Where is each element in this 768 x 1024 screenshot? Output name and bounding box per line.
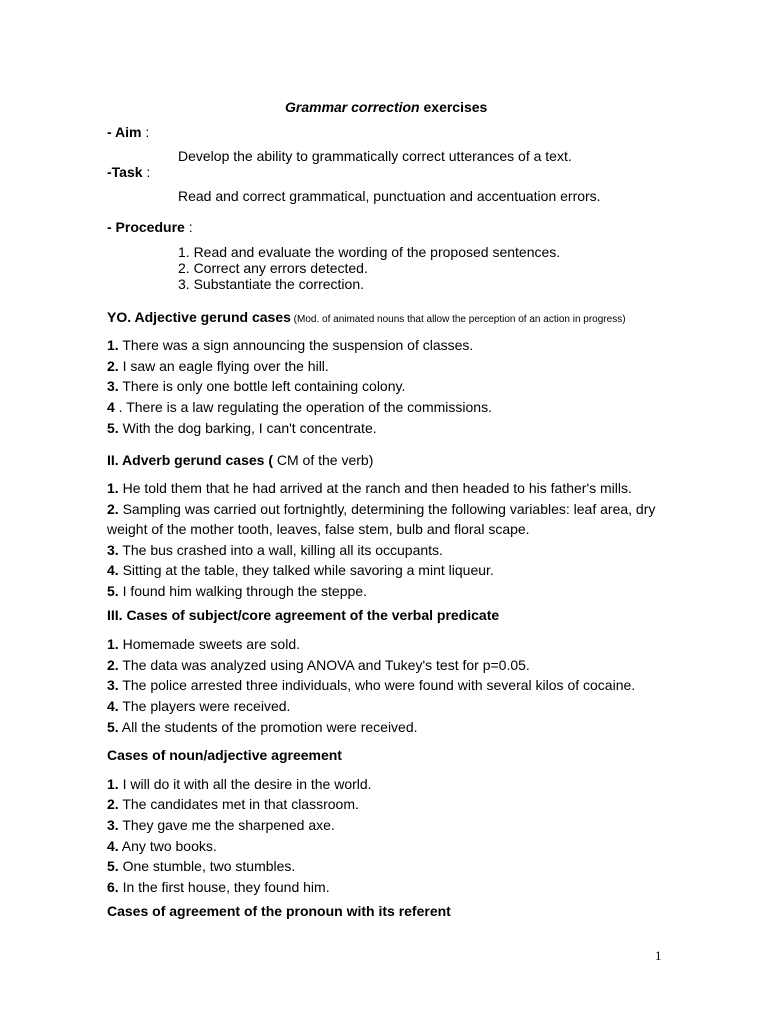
list-item	[107, 719, 418, 736]
item-number: 5.	[107, 719, 119, 735]
section-heading	[107, 309, 626, 328]
item-number: 1.	[107, 776, 119, 792]
item-text: The candidates met in that classroom.	[118, 796, 359, 812]
procedure-step: 3. Substantiate the correction.	[178, 276, 364, 292]
item-text: I saw an eagle flying over the hill.	[118, 358, 329, 374]
list-item	[107, 420, 377, 437]
section1-heading-text: YO. Adjective gerund cases	[107, 309, 291, 325]
section-heading: Cases of noun/adjective agreement	[107, 747, 342, 763]
item-text: All the students of the promotion were received.	[118, 719, 418, 735]
item-number: 2.	[107, 358, 119, 374]
section2-note: CM of the verb)	[272, 452, 374, 468]
list-item	[107, 337, 473, 354]
list-item	[107, 562, 494, 579]
item-number: 5.	[107, 858, 119, 874]
item-number: 3.	[107, 378, 119, 394]
item-text: The players were received.	[118, 698, 291, 714]
section1-note: (Mod. of animated nouns that allow the perception of an action in progress)	[290, 314, 626, 325]
list-item	[107, 879, 330, 896]
item-text: Homemade sweets are sold.	[118, 636, 300, 652]
list-item	[107, 838, 217, 855]
task-label	[107, 164, 150, 181]
item-text: He told them that he had arrived at the ranch and then headed to his father's mills.	[118, 480, 632, 496]
item-number: 1.	[107, 480, 119, 496]
item-text: With the dog barking, I can't concentrate.	[118, 420, 377, 436]
item-number: 2.	[107, 657, 119, 673]
list-item	[107, 636, 300, 653]
list-item	[107, 501, 655, 518]
item-text: They gave me the sharpened axe.	[118, 817, 335, 833]
list-item-continuation	[107, 521, 530, 538]
procedure-label	[107, 219, 193, 236]
item-number: 3.	[107, 542, 119, 558]
item-text: I found him walking through the steppe.	[118, 583, 367, 599]
list-item	[107, 657, 530, 674]
section-heading: III. Cases of subject/core agreement of the verbal predicate	[107, 607, 500, 623]
list-item	[107, 480, 632, 497]
list-item	[107, 378, 405, 395]
item-number: 5.	[107, 420, 119, 436]
item-text: There is only one bottle left containing colony.	[118, 378, 406, 394]
section2-heading-text: II. Adverb gerund cases (	[107, 452, 273, 468]
list-item	[107, 698, 290, 715]
item-text: The bus crashed into a wall, killing all its occupants.	[118, 542, 443, 558]
title-italic: Grammar correction	[285, 99, 420, 115]
item-number: 6.	[107, 879, 119, 895]
procedure-colon: :	[184, 219, 193, 235]
item-text: The data was analyzed using ANOVA and Tukey's test for p=0.05.	[118, 657, 530, 673]
task-colon: :	[142, 164, 151, 180]
item-number: 2.	[107, 501, 119, 517]
item-text: In the first house, they found him.	[118, 879, 330, 895]
aim-text: Develop the ability to grammatically correct utterances of a text.	[178, 148, 572, 164]
item-number: 2.	[107, 796, 119, 812]
item-text: The police arrested three individuals, who were found with several kilos of cocaine.	[118, 677, 636, 693]
procedure-step: 1. Read and evaluate the wording of the proposed sentences.	[178, 244, 561, 260]
page-number: 1	[655, 948, 662, 963]
list-item	[107, 677, 635, 694]
item-number: 4.	[107, 698, 119, 714]
task-label-text: -Task	[107, 164, 143, 180]
item-number: 3.	[107, 677, 119, 693]
item-number: 4.	[107, 562, 119, 578]
item-number: 1.	[107, 337, 119, 353]
item-text: weight of the mother tooth, leaves, false stem, bulb and floral scape.	[107, 521, 530, 537]
list-item	[107, 399, 492, 416]
title-rest: exercises	[419, 99, 488, 115]
task-text: Read and correct grammatical, punctuation and accentuation errors.	[178, 188, 601, 204]
list-item	[107, 542, 443, 559]
aim-colon: :	[141, 124, 150, 140]
item-text: I will do it with all the desire in the world.	[118, 776, 372, 792]
list-item	[107, 817, 335, 834]
section-heading: Cases of agreement of the pronoun with its referent	[107, 903, 451, 919]
item-number: 1.	[107, 636, 119, 652]
item-number: 4.	[107, 838, 119, 854]
item-number: 3.	[107, 817, 119, 833]
item-number: 5.	[107, 583, 119, 599]
item-text: Sitting at the table, they talked while savoring a mint liqueur.	[118, 562, 494, 578]
list-item	[107, 583, 367, 600]
list-item	[107, 858, 295, 875]
procedure-label-text: - Procedure	[107, 219, 185, 235]
aim-label-text: - Aim	[107, 124, 142, 140]
item-text: Sampling was carried out fortnightly, determining the following variables: leaf area, dry	[118, 501, 656, 517]
aim-label	[107, 124, 149, 141]
list-item	[107, 796, 359, 813]
item-text: There was a sign announcing the suspension of classes.	[118, 337, 474, 353]
document-title	[285, 99, 487, 116]
list-item	[107, 358, 329, 375]
item-text: Any two books.	[118, 838, 217, 854]
list-item	[107, 776, 372, 793]
section-heading	[107, 452, 373, 469]
item-text: One stumble, two stumbles.	[118, 858, 296, 874]
item-text: . There is a law regulating the operation of the commissions.	[114, 399, 492, 415]
procedure-step: 2. Correct any errors detected.	[178, 260, 368, 276]
item-number: 4	[107, 399, 115, 415]
